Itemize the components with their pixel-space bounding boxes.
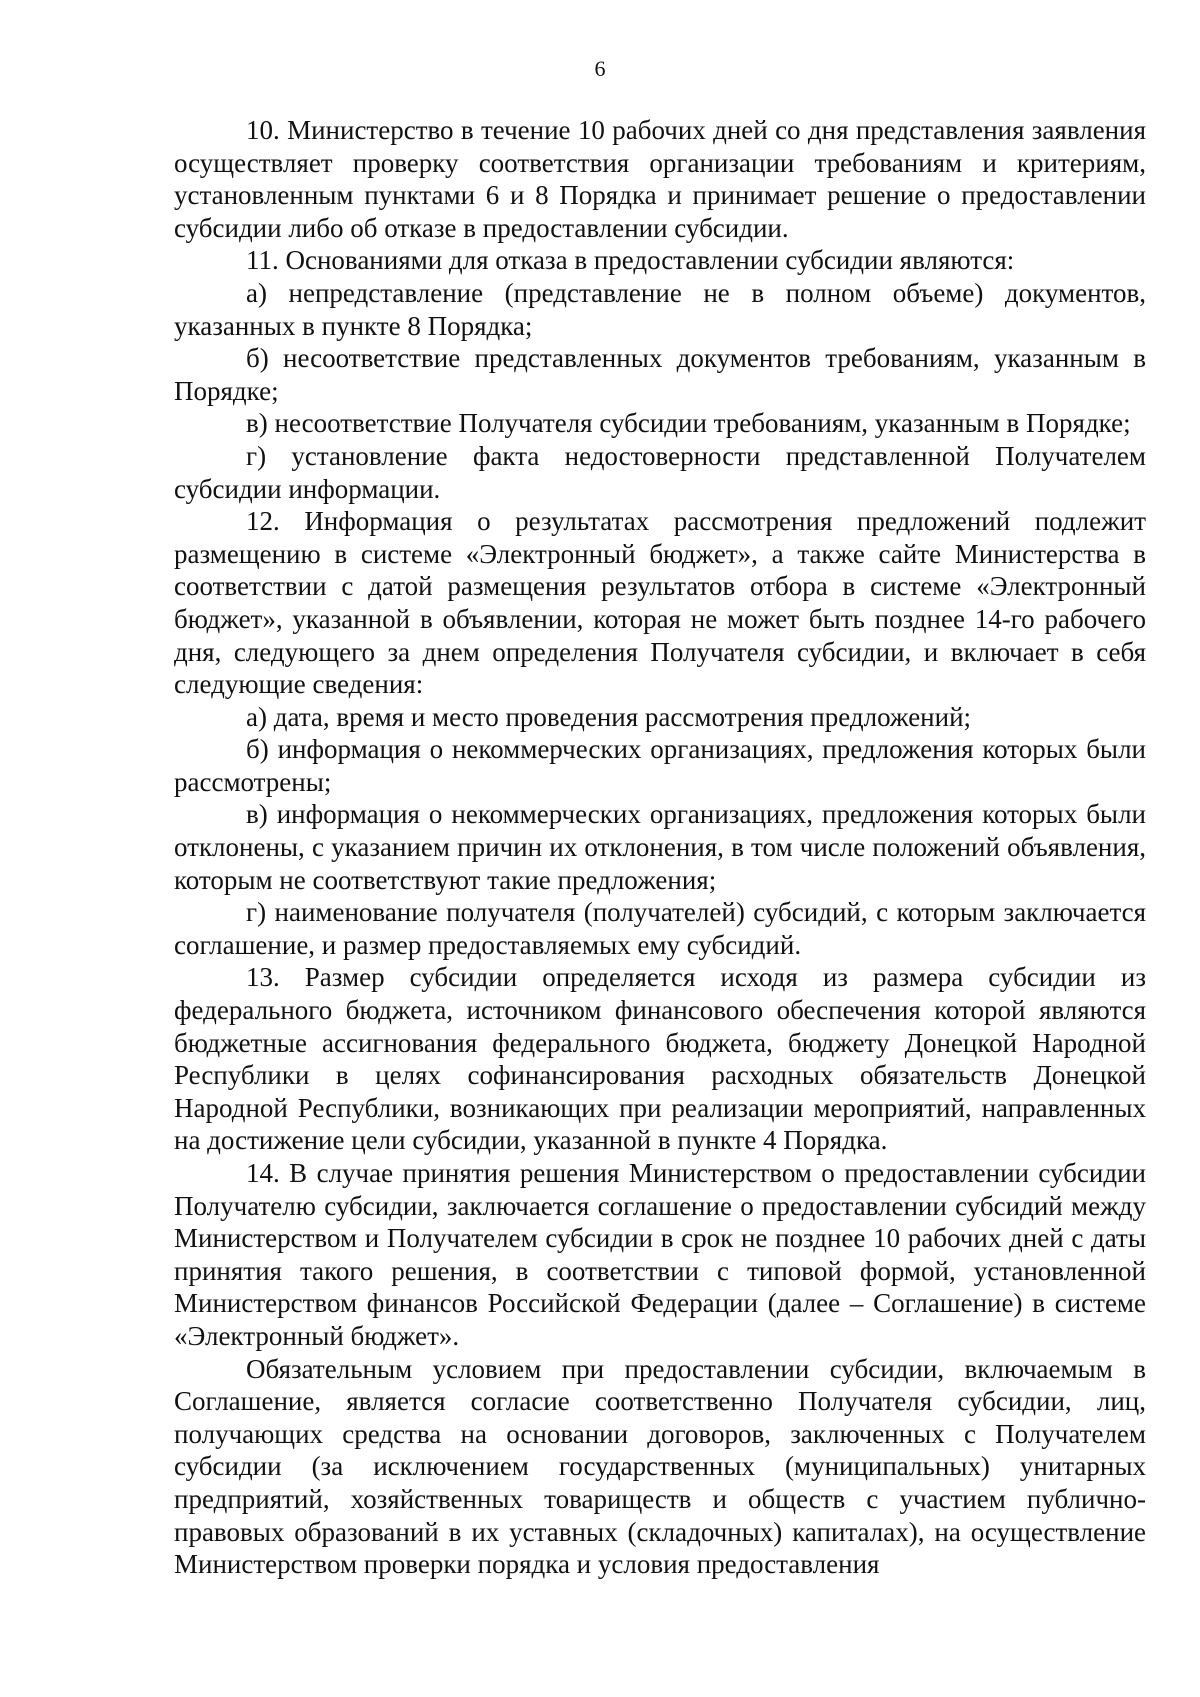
page-number: 6 — [594, 56, 606, 81]
paragraph-12v: в) информация о некоммерческих организациях, предложения которых были отклонены, с указанием причин их отклонения, в том числе положений объявления, которым не соответствуют такие предложения; — [174, 799, 1146, 895]
paragraph-13: 13. Размер субсидии определяется исходя из размера субсидии из федерального бюджета, источником финансового обеспечения которой являются бюджетные ассигнования федерального бюджета, бюджету Донецкой Народной Республики в целях софинансирования расходных обязательств Донецкой Народной Республики, возникающих при реализации мероприятий, направленных на достижение цели субсидии, указанной в пункте 4 Порядка. — [174, 962, 1146, 1156]
paragraph-12: 12. Информация о результатах рассмотрения предложений подлежит размещению в системе «Электронный бюджет», а также сайте Министерства в соответствии с датой размещения результатов отбора в системе «Электронный бюджет», указанной в объявлении, которая не может быть позднее 14-го рабочего дня, следующего за днем определения Получателя субсидии, и включает в себя следующие сведения: — [174, 506, 1146, 700]
paragraph-12b: б) информация о некоммерческих организациях, предложения которых были рассмотрены; — [174, 734, 1146, 797]
paragraph-11g: г) установление факта недостоверности представленной Получателем субсидии информации. — [174, 440, 1146, 504]
paragraph-14: 14. В случае принятия решения Министерством о предоставлении субсидии Получателю субсидии, заключается соглашение о предоставлении субсидий между Министерством и Получателем субсидии в срок не позднее 10 рабочих дней с даты принятия такого решения, в соответствии с типовой формой, установленной Министерством финансов Российской Федерации (далее – Соглашение) в системе «Электронный бюджет». — [174, 1158, 1146, 1351]
paragraph-11b: б) несоответствие представленных документов требованиям, указанным в Порядке; — [174, 343, 1146, 406]
paragraph-11v: в) несоответствие Получателя субсидии требованиям, указанным в Порядке; — [246, 408, 1131, 439]
paragraph-11: 11. Основаниями для отказа в предоставлении субсидии являются: — [246, 245, 1015, 276]
paragraph-12a: а) дата, время и место проведения рассмотрения предложений; — [246, 701, 972, 732]
document-body — [174, 114, 1146, 1581]
paragraph-10: 10. Министерство в течение 10 рабочих дней со дня представления заявления осуществляет проверку соответствия организации требованиям и критериям, установленным пунктами 6 и 8 Порядка и принимает решение о предоставлении субсидии либо об отказе в предоставлении субсидии. — [174, 115, 1146, 243]
paragraph-11a: а) непредставление (представление не в полном объеме) документов, указанных в пункте 8 Порядка; — [174, 277, 1146, 341]
paragraph-14-condition: Обязательным условием при предоставлении субсидии, включаемым в Соглашение, является согласие соответственно Получателя субсидии, лиц, получающих средства на основании договоров, заключенных с Получателем субсидии (за исключением государственных (муниципальных) унитарных предприятий, хозяйственных товариществ и обществ с участием публично-правовых образований в их уставных (складочных) капиталах), на осуществление Министерством проверки порядка и условия предоставления — [174, 1353, 1146, 1580]
paragraph-12g: г) наименование получателя (получателей) субсидий, с которым заключается соглашение, и размер предоставляемых ему субсидий. — [174, 897, 1146, 960]
